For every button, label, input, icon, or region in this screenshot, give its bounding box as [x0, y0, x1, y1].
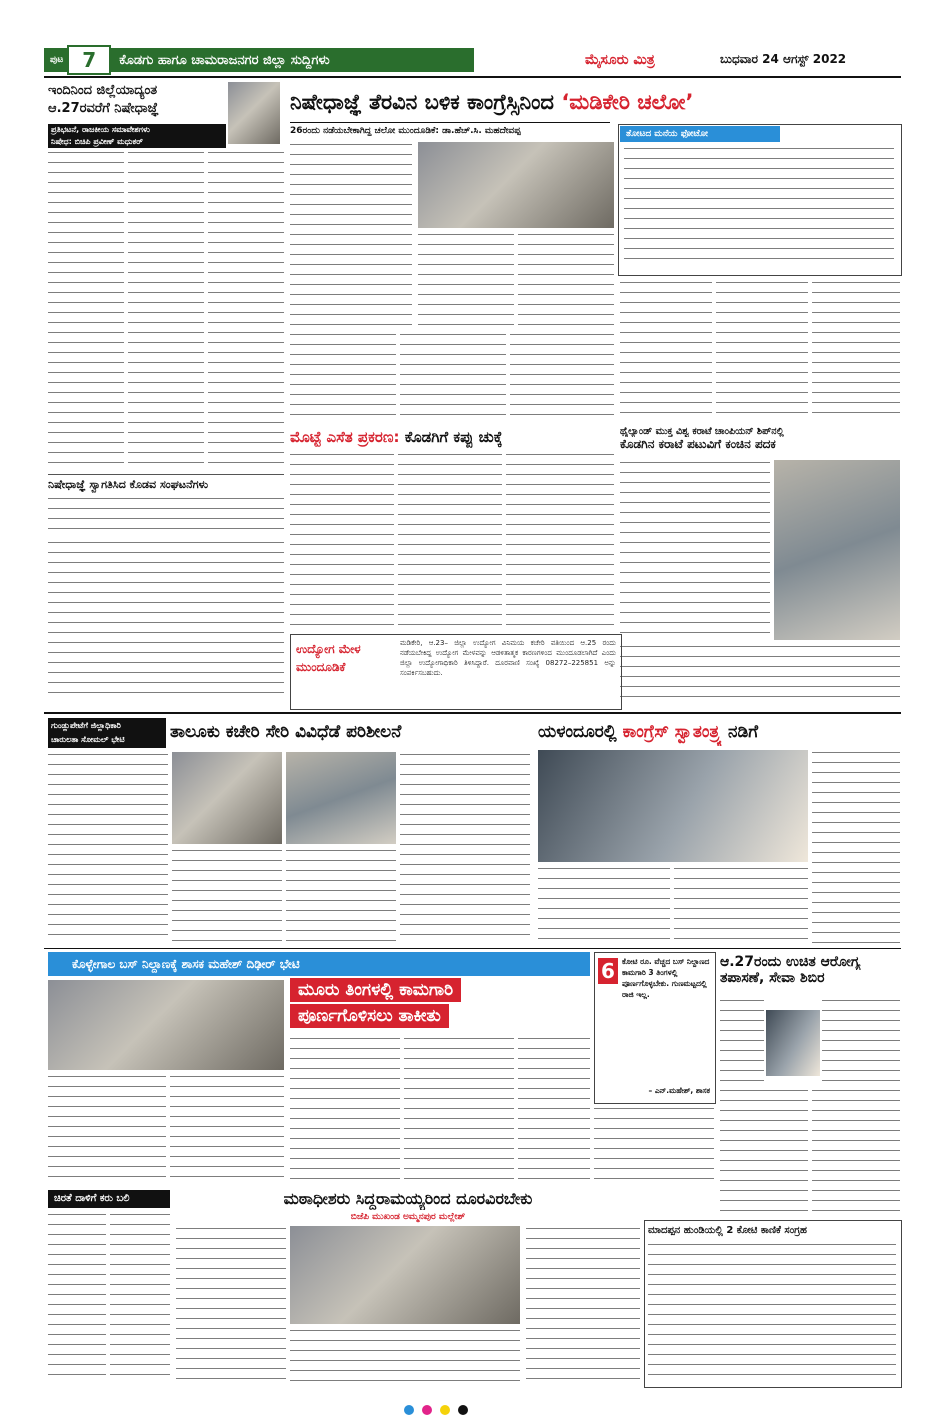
main-story-col4 — [290, 332, 396, 422]
gundlupet-tag-line1: ಗುಂಡ್ಲುಪೇಟೆಗೆ ಜಿಲ್ಲಾಧಿಕಾರಿ — [51, 721, 121, 730]
job-fair-tag — [296, 640, 396, 676]
egg-headline — [290, 426, 614, 448]
black-mark — [458, 1405, 468, 1415]
kollegal-headline — [290, 978, 590, 1028]
magenta-mark — [422, 1405, 432, 1415]
quote-number: 6 — [598, 958, 618, 984]
mutt-photo — [290, 1226, 520, 1324]
health-camp-col2 — [822, 998, 900, 1084]
health-camp-col3 — [720, 1088, 808, 1214]
gundlupet-photo2 — [286, 752, 396, 844]
job-fair-text: ಮಡಿಕೇರಿ, ಆ.23– ಜಿಲ್ಲಾ ಉದ್ಯೋಗ ವಿನಿಮಯ ಕಚೇರಿ ವತಿಯಿಂದ ಆ.25 ರಂದು ನಡೆಯಬೇಕಿದ್ದ ಉದ್ಯೋಗ ಮೇಳವನ್ನು ಆಡಳಿತಾತ್ಮಕ ಕಾರಣಗಳಿಂದ ಮುಂದೂಡಲಾಗಿದೆ ಎಂದು ಜಿಲ್ಲಾ ಉದ್ಯೋಗಾಧಿಕಾರಿ ತಿಳಿಸಿದ್ದಾರೆ. ದೂರವಾಣಿ ಸಂಖ್ಯೆ 08272–225851 ಅನ್ನು ಸಂಪರ್ಕಿಸಬಹುದು. — [400, 639, 616, 677]
kollegal-tag: ಕೊಳ್ಳೇಗಾಲ ಬಸ್ ನಿಲ್ದಾಣಕ್ಕೆ ಶಾಸಕ ಮಹೇಶ್ ದಿಢೀರ್ ಭೇಟಿ — [48, 952, 590, 976]
health-camp-col4 — [812, 1088, 900, 1214]
egg-story-col2 — [398, 452, 502, 630]
main-rule — [290, 122, 610, 123]
page-number: 7 — [67, 45, 111, 75]
gundlupet-headline: ತಾಲೂಕು ಕಚೇರಿ ಸೇರಿ ವಿವಿಧೆಡೆ ಪರಿಶೀಲನೆ — [170, 722, 402, 742]
photo-story-tag: ತೋಟದ ಮನೆಯ ಫೋಟೋ — [620, 126, 780, 142]
ban-story-col1 — [48, 150, 124, 470]
kollegal-col2 — [170, 1074, 284, 1184]
officer-photo — [228, 82, 280, 144]
gundlupet-col2 — [400, 752, 530, 942]
ban-subhead-line1: ಪ್ರತಿಭಟನೆ, ರಾಜಕೀಯ ಸಮಾವೇಶಗಳು — [51, 125, 150, 134]
mutt-col1 — [176, 1226, 286, 1384]
section-header-bar — [44, 48, 474, 72]
ban-subhead — [48, 124, 226, 148]
gundlupet-col4 — [286, 848, 396, 942]
ban-headline-line2: ಆ.27ರವರೆಗೆ ನಿಷೇಧಾಜ್ಞೆ — [48, 101, 159, 116]
mutt-headline: ಮಠಾಧೀಶರು ಸಿದ್ದರಾಮಯ್ಯರಿಂದ ದೂರವಿರಬೇಕು — [283, 1189, 533, 1208]
right-story-col2 — [716, 280, 808, 422]
main-story-photo — [418, 142, 614, 228]
health-camp-line1: ಆ.27ರಂದು ಉಚಿತ ಆರೋಗ್ಯ — [720, 954, 861, 970]
egg-story-col3 — [506, 452, 614, 630]
kodava-story-lead — [48, 496, 284, 536]
mid-rule — [44, 712, 901, 714]
right-story-col3 — [812, 280, 900, 422]
main-story-col6 — [510, 332, 614, 422]
kodava-story-body — [48, 540, 284, 700]
egg-headline-red: ಮೊಟ್ಟೆ ಎಸೆತ ಪ್ರಕರಣ: — [290, 428, 400, 446]
ban-story-col2 — [128, 150, 204, 470]
color-registration-marks — [400, 1400, 472, 1419]
ban-subhead-line2: ನಿಷೇಧ: ಬಿಚಿಪಿ ಪ್ರವೀಣ್ ಮಧುಕರ್ — [51, 137, 143, 146]
karate-headline-line2: ಕೊಡಗಿನ ಕರಾಟೆ ಪಟುವಿಗೆ ಕಂಚಿನ ಪದಕ — [620, 437, 776, 451]
kollegal-col4 — [404, 1036, 514, 1184]
kollegal-col3 — [290, 1036, 400, 1184]
ban-story-col3 — [208, 150, 284, 470]
main-story-col2 — [418, 232, 514, 328]
job-fair-tag-line2: ಮುಂದೂಡಿಕೆ — [296, 660, 346, 674]
gundlupet-tag — [48, 718, 166, 748]
madappa-text — [648, 1242, 896, 1382]
egg-headline-rest: ಕೊಡಗಿಗೆ ಕಪ್ಪು ಚುಕ್ಕೆ — [399, 428, 503, 446]
main-headline — [290, 84, 900, 120]
yelandur-headline — [538, 718, 900, 746]
gundlupet-col1 — [48, 752, 168, 942]
mutt-byline: ಬಿಜೆಪಿ ಮುಖಂಡ ಅಮ್ಮನಪುರ ಮಲ್ಲೇಶ್ — [350, 1212, 466, 1222]
right-story-col1 — [620, 280, 712, 422]
header-rule — [44, 76, 901, 78]
health-camp-line2: ತಪಾಸಣೆ, ಸೇವಾ ಶಿಬಿರ — [720, 970, 825, 986]
photo-story-text — [624, 146, 894, 268]
kodava-headline: ನಿಷೇಧಾಜ್ಞೆ ಸ್ವಾಗತಿಸಿದ ಕೊಡವ ಸಂಘಟನೆಗಳು — [48, 478, 209, 491]
karate-story-col2 — [620, 644, 900, 706]
mutt-col2 — [290, 1328, 520, 1384]
gundlupet-tag-line2: ಚಾರುಲತಾ ಸೋಮಲ್ ಭೇಟಿ — [51, 735, 125, 744]
main-headline-highlight: ‘ಮಡಿಕೇರಿ ಚಲೋ’ — [561, 90, 694, 114]
divider — [48, 474, 284, 475]
section-title: ಕೊಡಗು ಹಾಗೂ ಚಾಮರಾಜನಗರ ಜಿಲ್ಲಾ ಸುದ್ದಿಗಳು — [119, 52, 330, 68]
mutt-col3 — [526, 1226, 640, 1384]
main-story-col5 — [400, 332, 506, 422]
yelandur-headline-highlight: ಕಾಂಗ್ರೆಸ್ ಸ್ವಾತಂತ್ರ್ಯ — [622, 722, 723, 742]
yelandur-photo — [538, 750, 808, 862]
rule-2 — [44, 948, 901, 949]
kollegal-photo — [48, 980, 284, 1070]
yelandur-col2 — [538, 866, 670, 944]
masthead: ಮೈಸೂರು ಮಿತ್ರ — [585, 52, 655, 68]
main-story-col1 — [290, 142, 412, 326]
cheetah-col2 — [110, 1212, 170, 1384]
health-camp-photo — [766, 1010, 820, 1076]
kollegal-headline-line1: ಮೂರು ತಿಂಗಳಲ್ಲಿ ಕಾಮಗಾರಿ — [290, 978, 461, 1002]
karate-headline-line1: ಥೈಲ್ಯಾಂಡ್ ಮುಕ್ತ ವಿಶ್ವ ಕರಾಟೆ ಚಾಂಪಿಯನ್ ಶಿಪ್‌ನಲ್ಲಿ — [620, 426, 784, 437]
karate-story-col1 — [620, 460, 770, 640]
yelandur-headline-suffix: ನಡಿಗೆ — [722, 722, 759, 742]
page-word: ಪುಟ — [50, 55, 64, 65]
cheetah-tag: ಚಿರತೆ ದಾಳಿಗೆ ಕರು ಬಲಿ — [48, 1190, 170, 1208]
ban-headline-line1: ಇಂದಿನಿಂದ ಜಿಲ್ಲೆಯಾದ್ಯಂತ — [48, 83, 158, 98]
main-story-col3 — [518, 232, 614, 328]
dateline: ಬುಧವಾರ 24 ಆಗಸ್ಟ್ 2022 — [720, 52, 847, 66]
gundlupet-col3 — [172, 848, 282, 942]
job-fair-tag-line1: ಉದ್ಯೋಗ ಮೇಳ — [296, 642, 361, 656]
kollegal-col5 — [518, 1036, 590, 1184]
health-camp-headline — [720, 954, 900, 986]
yelandur-col1 — [812, 750, 900, 944]
quote-text: ಕೋಟಿ ರೂ. ವೆಚ್ಚದ ಬಸ್ ನಿಲ್ದಾಣದ ಕಾಮಗಾರಿ 3 ತಿಂಗಳಲ್ಲಿ ಪೂರ್ಣಗೊಳ್ಳಬೇಕು. ಗುಣಮಟ್ಟದಲ್ಲಿ ರಾಜಿ ಇಲ್ಲ. — [622, 957, 710, 999]
cheetah-col1 — [48, 1212, 106, 1384]
gundlupet-photo1 — [172, 752, 282, 844]
kollegal-col6 — [594, 1106, 714, 1184]
yellow-mark — [440, 1405, 450, 1415]
karate-headline — [620, 426, 900, 452]
cyan-mark — [404, 1405, 414, 1415]
yelandur-col3 — [674, 866, 808, 944]
yelandur-headline-prefix: ಯಳಂದೂರಲ್ಲಿ — [538, 722, 623, 742]
main-headline-prefix: ನಿಷೇಧಾಜ್ಞೆ ತೆರವಿನ ಬಳಿಕ ಕಾಂಗ್ರೆಸ್ಸಿನಿಂದ — [290, 90, 562, 114]
ban-headline-block — [48, 82, 226, 122]
kollegal-col1 — [48, 1074, 166, 1184]
main-subhead: 26ರಂದು ನಡೆಯಬೇಕಾಗಿದ್ದ ಚಲೋ ಮುಂದೂಡಿಕೆ: ಡಾ.ಹೆಚ್.ಸಿ. ಮಹದೇವಪ್ಪ — [290, 126, 521, 136]
madappa-headline: ಮಾದಪ್ಪನ ಹುಂಡಿಯಲ್ಲಿ 2 ಕೋಟಿ ಕಾಣಿಕೆ ಸಂಗ್ರಹ — [648, 1225, 807, 1236]
kollegal-headline-line2: ಪೂರ್ಣಗೊಳಿಸಲು ತಾಕೀತು — [290, 1004, 449, 1028]
health-camp-col1 — [720, 998, 764, 1084]
egg-story-col1 — [290, 452, 394, 630]
quote-attribution: – ಎನ್.ಮಹೇಶ್, ಶಾಸಕ — [648, 1086, 710, 1095]
karate-photo — [774, 460, 900, 640]
